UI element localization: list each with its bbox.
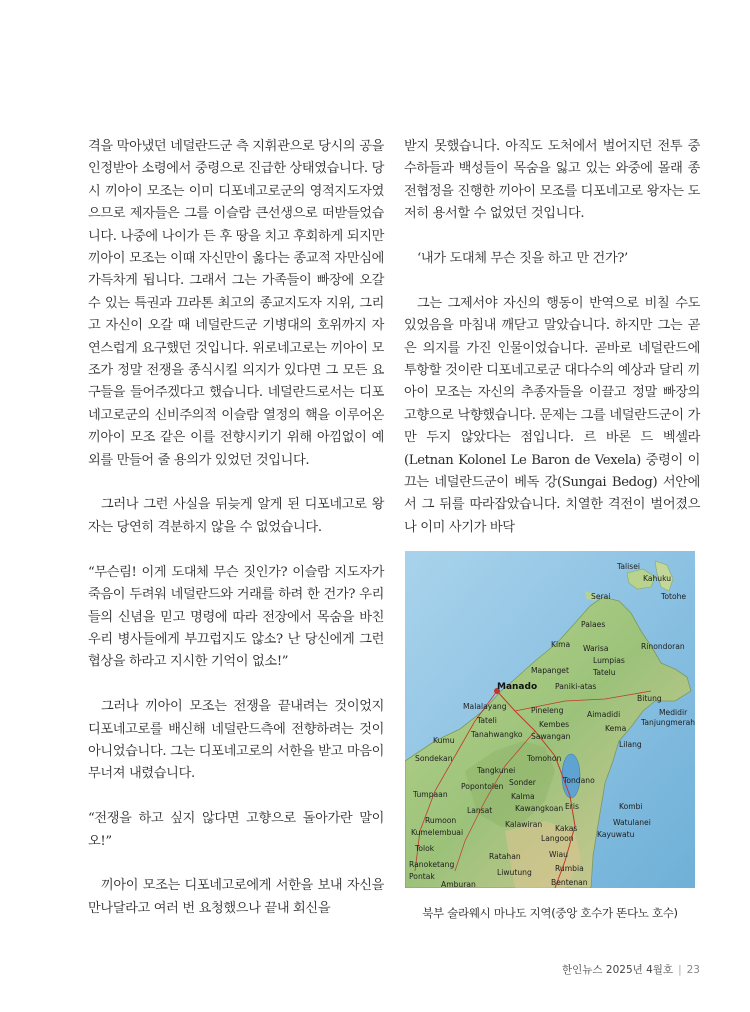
map-label: Sondekan xyxy=(415,754,453,763)
map-label: Warisa xyxy=(583,644,609,653)
article-left-column xyxy=(88,136,384,943)
page-footer xyxy=(562,962,700,977)
quote-paragraph: “전쟁을 하고 싶지 않다면 고향으로 돌아가란 말이오!” xyxy=(88,811,384,849)
map-label: Amburan xyxy=(441,880,476,888)
map-label: Mapanget xyxy=(531,666,569,675)
map-label: Medidir xyxy=(659,708,688,717)
map-label: Pontak xyxy=(409,872,435,881)
map-label: Kumu xyxy=(433,736,455,745)
paragraph: 그는 그제서야 자신의 행동이 반역으로 비칠 수도 있었음을 마침내 깨닫고 말았습니다. 하지만 그는 곧은 의지를 가진 인물이었습니다. 곧바로 네덜란드에 투항할 것이란 디포네고로군 대다수의 예상과 달리 끼아이 모조는 자신의 추종자들을 이끌고 정말 빠장의 고향으로 낙향했습니다. 문제는 그를 네덜란드군이 가만 두지 않았다는 점입니다. 르 바론 드 벡셀라(Letnan Kolonel Le Baron de Vexela) 중령이 이끄는 네덜란드군이 베독 강(Sungai Bedog) 서안에서 그 뒤를 따라잡았습니다. 치열한 격전이 벌어졌으나 이미 사기가 바닥 xyxy=(404,295,700,535)
map-label: Bentenan xyxy=(551,878,588,887)
map-label: Tumpaan xyxy=(413,790,448,799)
map-label: Kima xyxy=(551,640,571,649)
map-graphic xyxy=(405,551,695,888)
map-label: Totohe xyxy=(661,592,687,601)
map-label: Tangkunei xyxy=(477,766,516,775)
map-label: Kumelembuai xyxy=(411,828,464,837)
map-label: Ranoketang xyxy=(409,860,455,869)
map-label: Tateli xyxy=(477,716,497,725)
map-label: Tondano xyxy=(563,776,595,785)
paragraph: 그러나 그런 사실을 뒤늦게 알게 된 디포네고로 왕자는 당연히 격분하지 않을 수 없었습니다. xyxy=(88,497,384,535)
map-caption: 북부 술라웨시 마나도 지역(중앙 호수가 똔다노 호수) xyxy=(422,906,678,920)
map-label: Tatelu xyxy=(593,668,616,677)
map-label: Kombi xyxy=(619,802,643,811)
map-label: Tanahwangko xyxy=(471,730,523,739)
map-label: Bitung xyxy=(637,694,662,703)
map-label: Serai xyxy=(591,592,611,601)
map-label: Rinondoran xyxy=(641,642,685,651)
map-label: Sonder xyxy=(509,778,536,787)
map-label: Langoon xyxy=(541,834,574,843)
quote-paragraph: “무슨림! 이게 도대체 무슨 짓인가? 이슬람 지도자가 죽음이 두려워 네덜란드와 거래를 하려 한 건가? 우리들의 신념을 믿고 명령에 따라 전장에서 목숨을 바친 우리 병사들에게 부끄럽지도 않소? 난 당신에게 그런 협상을 하라고 지시한 기억이 없소!” xyxy=(88,564,384,670)
paragraph: 끼아이 모조는 디포네고로에게 서한을 보내 자신을 만나달라고 여러 번 요청했으나 끝내 회신을 xyxy=(88,878,384,916)
map-label: Palaes xyxy=(581,620,606,629)
article-right-column xyxy=(404,136,700,562)
map-label: Paniki-atas xyxy=(555,682,597,691)
map-label: Kembes xyxy=(539,720,570,729)
map-label: Pineleng xyxy=(531,706,564,715)
quote-paragraph: ‘내가 도대체 무슨 짓을 하고 만 건가?’ xyxy=(417,251,628,267)
map-label: Kalma xyxy=(511,792,535,801)
map-label: Popontolen xyxy=(461,782,504,791)
map-label: Malalayang xyxy=(463,702,507,711)
map-label: Kawangkoan xyxy=(515,804,564,813)
map-label: Talisei xyxy=(617,562,640,571)
map-label: Kakas xyxy=(555,824,578,833)
north-sulawesi-map xyxy=(405,551,695,888)
map-label: Kahuku xyxy=(643,574,672,583)
footer-divider: | xyxy=(678,964,682,976)
map-label: Kema xyxy=(605,724,627,733)
publication-name: 한인뉴스 2025년 4월호 xyxy=(562,964,674,976)
map-label: Tolok xyxy=(415,844,435,853)
paragraph: 격을 막아냈던 네덜란드군 측 지휘관으로 당시의 공을 인정받아 소령에서 중령으로 진급한 상태였습니다. 당시 끼아이 모조는 이미 디포네고로군의 영적지도자였으므로 제자들은 그를 이슬람 큰선생으로 떠받들었습니다. 나중에 나이가 든 후 땅을 치고 후회하게 되지만 끼아이 모조는 이때 자신만이 옳다는 종교적 자만심에 가득차게 됩니다. 그래서 그는 가족들이 빠장에 오갈 수 있는 특권과 끄라톤 최고의 종교지도자 지위, 그리고 자신이 오갈 때 네덜란드군 기병대의 호위까지 자연스럽게 요구했던 것입니다. 위로네고로는 끼아이 모조가 정말 전쟁을 종식시킬 의지가 있다면 그 모든 요구들을 들어주겠다고 했습니다. 네덜란드로서는 디포네고로군의 신비주의적 이슬람 열정의 핵을 이루어온 끼아이 모조 같은 이를 전향시키기 위해 아낌없이 예외를 만들어 줄 용의가 있었던 것입니다. xyxy=(88,139,384,468)
map-label: Lilang xyxy=(619,740,642,749)
map-label: Tomohon xyxy=(527,754,562,763)
page-number: 23 xyxy=(686,964,700,976)
map-label: Lansat xyxy=(467,806,493,815)
map-label-manado: Manado xyxy=(497,682,538,692)
map-label: Rumbia xyxy=(555,864,584,873)
map-label: Tanjungmerah xyxy=(641,718,695,727)
map-label: Kayuwatu xyxy=(597,830,635,839)
map-label: Liwutung xyxy=(497,868,532,877)
map-label: Aimadidi xyxy=(587,710,621,719)
map-label: Lumpias xyxy=(593,656,625,665)
paragraph: 받지 못했습니다. 아직도 도처에서 벌어지던 전투 중 수하들과 백성들이 목숨을 잃고 있는 와중에 몰래 종전협정을 진행한 끼아이 모조를 디포네고로 왕자는 도저히 용서할 수 없었던 것입니다. xyxy=(404,139,700,222)
map-label: Rumoon xyxy=(425,816,457,825)
map-label: Sawangan xyxy=(531,732,571,741)
map-label: Ratahan xyxy=(489,852,521,861)
map-label: Eris xyxy=(565,802,579,811)
map-label: Watulanei xyxy=(613,818,651,827)
paragraph: 그러나 끼아이 모조는 전쟁을 끝내려는 것이었지 디포네고로를 배신해 네덜란드측에 전향하려는 것이 아니었습니다. 그는 디포네고로의 서한을 받고 마음이 무너져 내렸습니다. xyxy=(88,699,384,782)
map-label: Wiau xyxy=(549,850,568,859)
map-label: Kalawiran xyxy=(505,820,543,829)
